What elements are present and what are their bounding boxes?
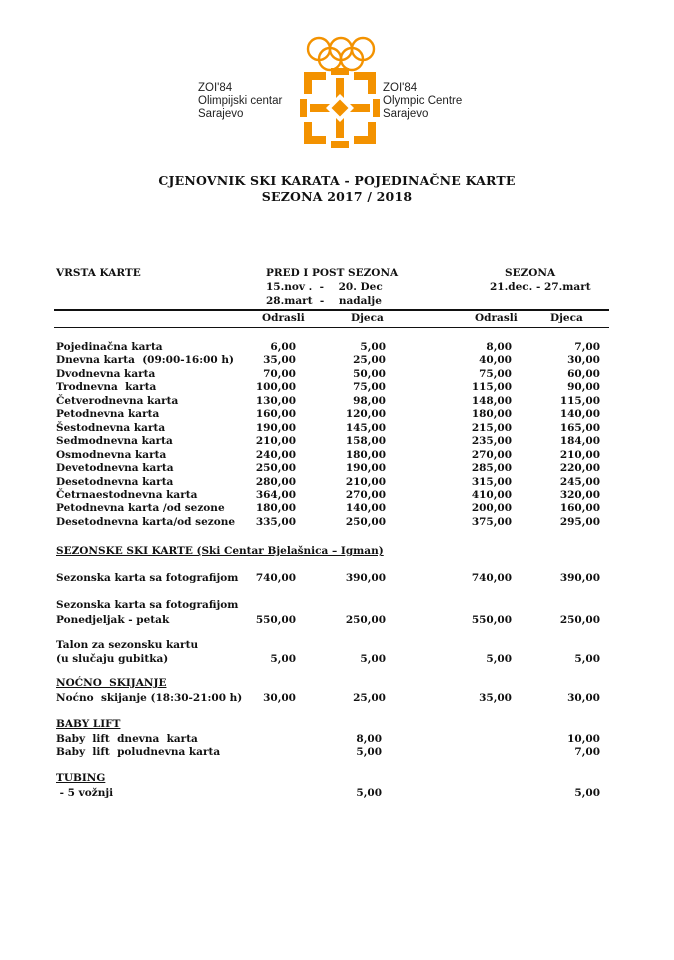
season-title: SEZONA 2017 / 2018 [261,189,413,204]
ticket-row-name: Četverodnevna karta [56,395,179,407]
ticket-row-name: Petodnevna karta /od sezone [56,502,225,514]
logo-left-line2: Olimpijski centar [198,95,283,107]
ticket-price-season-adult: 410,00 [471,489,512,501]
ticket-price-season-adult: 75,00 [479,368,512,380]
season-row-2-pre-adult: 550,00 [255,614,296,626]
ticket-price-pre-adult: 335,00 [255,516,296,528]
ticket-price-season-adult: 270,00 [471,449,512,461]
header-divider [54,309,609,311]
tubing-season-child: 5,00 [574,787,600,799]
season-row-1-season-child: 390,00 [559,572,600,584]
season-row-1-season-adult: 740,00 [471,572,512,584]
tubing-name: - 5 vožnji [56,787,114,799]
ticket-price-pre-adult: 70,00 [263,368,296,380]
tubing-pre-child: 5,00 [356,787,382,799]
season-row-3-season-adult: 5,00 [486,653,512,665]
ticket-price-pre-child: 5,00 [360,341,386,353]
season-row-3-pre-child: 5,00 [360,653,386,665]
baby-lift-row-1-pre-child: 8,00 [356,733,382,745]
ticket-price-pre-child: 50,00 [353,368,386,380]
baby-lift-heading: BABY LIFT [56,718,121,730]
ticket-row-name: Četrnaestodnevna karta [56,489,198,501]
ticket-price-pre-child: 190,00 [345,462,386,474]
season-row-1-pre-adult: 740,00 [255,572,296,584]
ticket-price-season-child: 245,00 [559,476,600,488]
ticket-row-name: Petodnevna karta [56,408,160,420]
ticket-price-season-adult: 148,00 [471,395,512,407]
night-season-adult: 35,00 [479,692,512,704]
season-row-2-name-2: Ponedjeljak - petak [56,614,170,626]
ticket-price-season-child: 165,00 [559,422,600,434]
ticket-price-pre-adult: 130,00 [255,395,296,407]
ticket-price-pre-child: 210,00 [345,476,386,488]
season-row-1-pre-child: 390,00 [345,572,386,584]
season-row-2-season-adult: 550,00 [471,614,512,626]
logo-right-line1: ZOI'84 [383,82,418,94]
ticket-row-name: Osmodnevna karta [56,449,167,461]
season-row-3-name-1: Talon za sezonsku kartu [56,639,199,651]
col-adults-pre: Odrasli [262,312,305,324]
ticket-price-pre-child: 158,00 [345,435,386,447]
ticket-row-name: Sedmodnevna karta [56,435,173,447]
ticket-row-name: Pojedinačna karta [56,341,163,353]
ticket-price-season-adult: 8,00 [486,341,512,353]
ticket-price-pre-adult: 210,00 [255,435,296,447]
pre-season-header: PRED I POST SEZONA [266,267,399,279]
ticket-price-pre-child: 120,00 [345,408,386,420]
ticket-price-season-child: 295,00 [559,516,600,528]
columns-divider [54,327,609,328]
olympic-centre-logo [190,30,490,150]
ticket-row-name: Desetodnevna karta [56,476,174,488]
baby-lift-row-2-pre-child: 5,00 [356,746,382,758]
ticket-price-season-adult: 375,00 [471,516,512,528]
ticket-price-pre-adult: 160,00 [255,408,296,420]
ticket-price-season-child: 30,00 [567,354,600,366]
logo-left-line1: ZOI'84 [198,82,233,94]
ticket-price-season-adult: 40,00 [479,354,512,366]
col-children-season: Djeca [550,312,583,324]
night-pre-child: 25,00 [353,692,386,704]
ticket-row-name: Šestodnevna karta [56,422,166,434]
ticket-price-season-child: 210,00 [559,449,600,461]
ticket-price-season-adult: 285,00 [471,462,512,474]
baby-lift-row-2-season-child: 7,00 [574,746,600,758]
ticket-price-season-adult: 180,00 [471,408,512,420]
season-row-2-pre-child: 250,00 [345,614,386,626]
ticket-price-season-adult: 235,00 [471,435,512,447]
season-header: SEZONA [505,267,556,279]
ticket-price-season-child: 320,00 [559,489,600,501]
ticket-row-name: Dvodnevna karta [56,368,156,380]
ticket-price-pre-child: 98,00 [353,395,386,407]
season-row-3-season-child: 5,00 [574,653,600,665]
ticket-price-season-adult: 315,00 [471,476,512,488]
pre-season-dates-2: 28.mart - nadalje [266,295,382,307]
season-row-1-name: Sezonska karta sa fotografijom [56,572,239,584]
pre-season-dates-1: 15.nov . - 20. Dec [266,281,383,293]
logo-left-line3: Sarajevo [198,108,244,120]
ticket-price-pre-adult: 250,00 [255,462,296,474]
ticket-row-name: Devetodnevna karta [56,462,174,474]
ticket-price-season-adult: 215,00 [471,422,512,434]
document-title: CJENOVNIK SKI KARATA - POJEDINAČNE KARTE [158,173,516,188]
baby-lift-row-1-season-child: 10,00 [567,733,600,745]
ticket-price-season-child: 90,00 [567,381,600,393]
ticket-price-season-child: 160,00 [559,502,600,514]
ticket-price-pre-adult: 240,00 [255,449,296,461]
ticket-price-pre-adult: 35,00 [263,354,296,366]
season-tickets-heading: SEZONSKE SKI KARTE (Ski Centar Bjelašnica – Igman) [56,545,384,557]
ticket-row-name: Trodnevna karta [56,381,157,393]
ticket-price-season-child: 140,00 [559,408,600,420]
ticket-price-pre-child: 25,00 [353,354,386,366]
col-adults-season: Odrasli [475,312,518,324]
baby-lift-row-1-name: Baby lift dnevna karta [56,733,198,745]
ticket-price-pre-adult: 100,00 [255,381,296,393]
ticket-row-name: Desetodnevna karta/od sezone [56,516,236,528]
ticket-price-pre-adult: 280,00 [255,476,296,488]
ticket-price-season-child: 115,00 [559,395,600,407]
logo-right-line3: Sarajevo [383,108,429,120]
ticket-price-pre-adult: 6,00 [270,341,296,353]
ticket-price-pre-child: 145,00 [345,422,386,434]
ticket-price-season-child: 7,00 [574,341,600,353]
season-row-2-season-child: 250,00 [559,614,600,626]
ticket-price-season-adult: 115,00 [471,381,512,393]
season-row-3-name-2: (u slučaju gubitka) [56,653,169,665]
snowflake-emblem-icon [300,68,380,148]
ticket-price-season-child: 220,00 [559,462,600,474]
night-skiing-name: Noćno skijanje (18:30-21:00 h) [56,692,243,704]
ticket-price-pre-child: 270,00 [345,489,386,501]
ticket-price-pre-child: 140,00 [345,502,386,514]
ticket-type-header: VRSTA KARTE [56,267,141,279]
tubing-heading: TUBING [56,772,106,784]
ticket-price-season-adult: 200,00 [471,502,512,514]
night-pre-adult: 30,00 [263,692,296,704]
logo-right-line2: Olympic Centre [383,95,463,107]
ticket-price-pre-child: 180,00 [345,449,386,461]
baby-lift-row-2-name: Baby lift poludnevna karta [56,746,221,758]
ticket-price-pre-child: 250,00 [345,516,386,528]
night-season-child: 30,00 [567,692,600,704]
season-row-2-name-1: Sezonska karta sa fotografijom [56,599,239,611]
season-row-3-pre-adult: 5,00 [270,653,296,665]
ticket-row-name: Dnevna karta (09:00-16:00 h) [56,354,234,366]
ticket-price-season-child: 184,00 [559,435,600,447]
ticket-price-season-child: 60,00 [567,368,600,380]
col-children-pre: Djeca [351,312,384,324]
ticket-price-pre-adult: 180,00 [255,502,296,514]
ticket-price-pre-child: 75,00 [353,381,386,393]
ticket-price-pre-adult: 364,00 [255,489,296,501]
ticket-price-pre-adult: 190,00 [255,422,296,434]
season-dates: 21.dec. - 27.mart [490,281,591,293]
night-skiing-heading: NOĆNO SKIJANJE [56,677,167,689]
